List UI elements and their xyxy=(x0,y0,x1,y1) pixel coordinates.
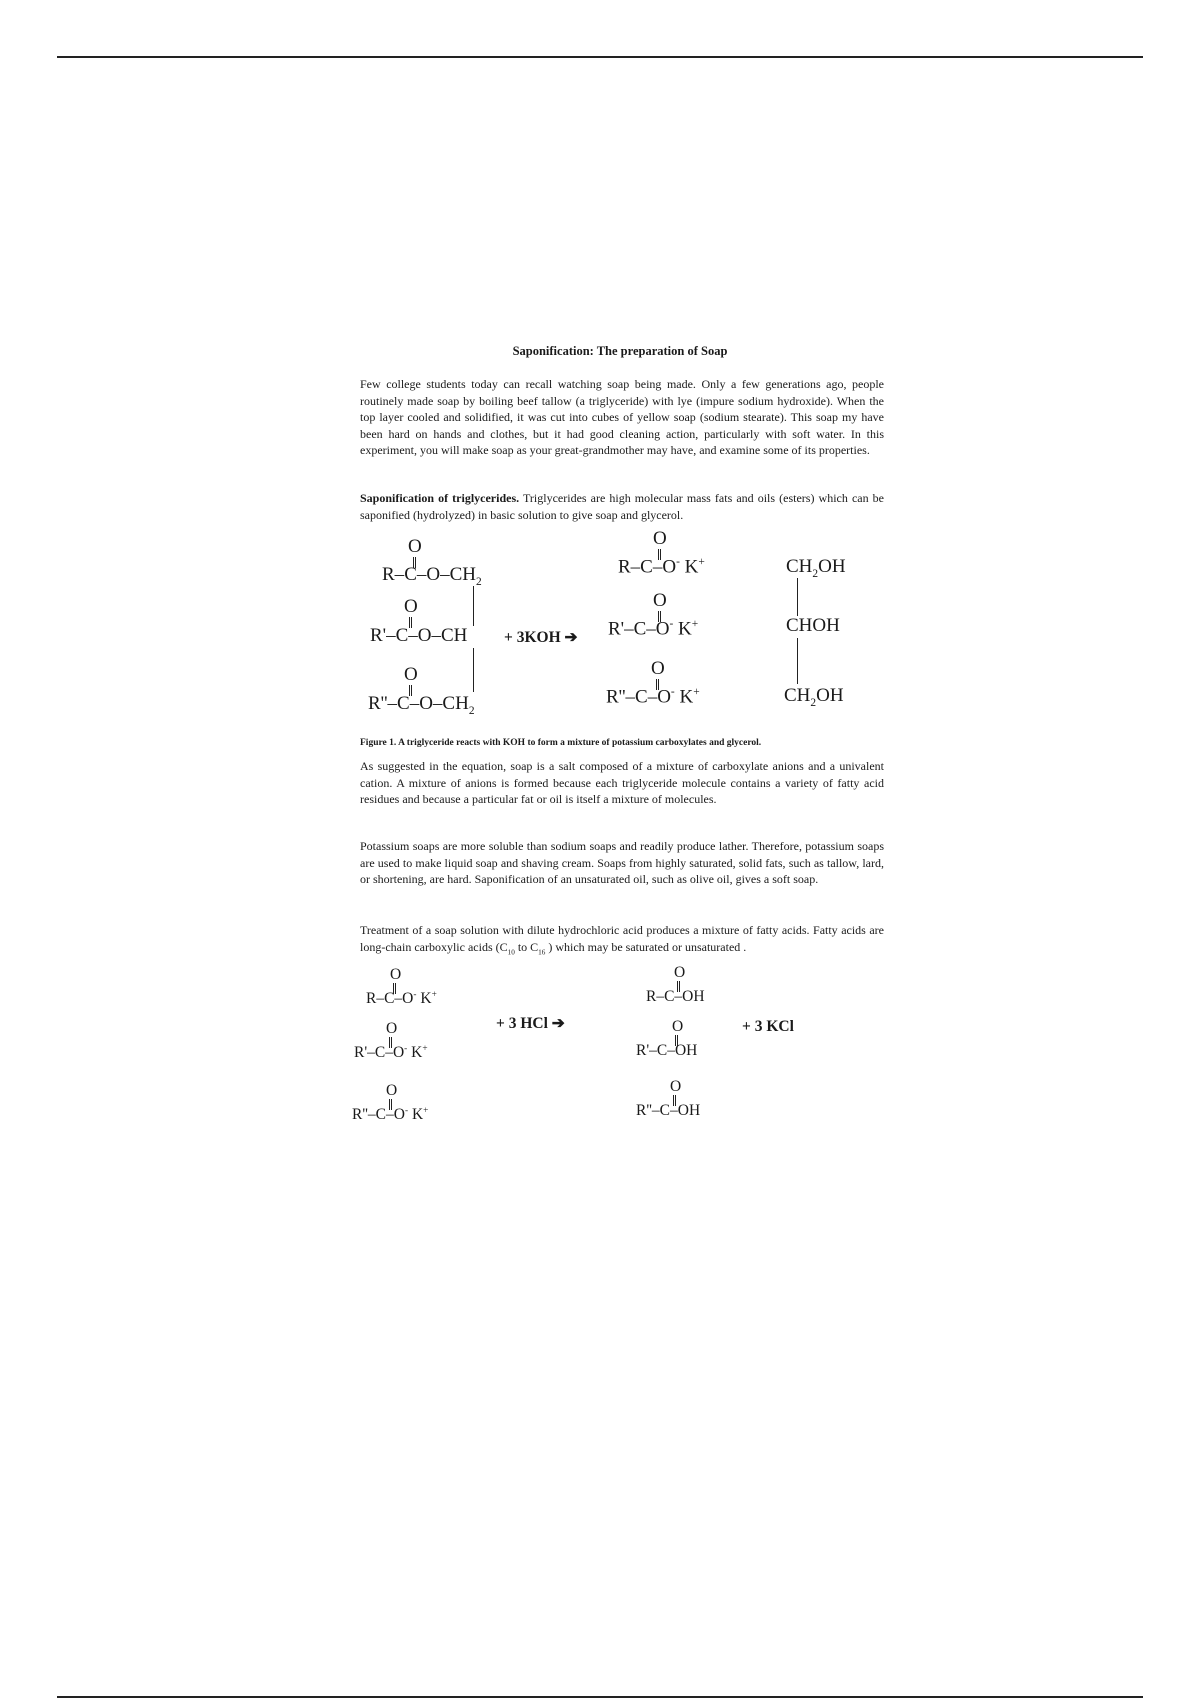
section-text: Triglycerides are high molecular mass fats and oils (esters) which can be saponified (hydrolyzed) in basic solution to give soap and glycerol. xyxy=(360,491,884,522)
saponification-paragraph xyxy=(360,490,884,523)
carbonyl-o: O xyxy=(404,596,418,617)
carboxylate-1: R–C–O- K+ xyxy=(618,556,705,578)
paragraph-fatty-acids: Treatment of a soap solution with dilute hydrochloric acid produces a mixture of fatty acids. Fatty acids are long-chain carboxylic acids ($C_{10}$ to $C_{16}$ ) which may be saturated or unsaturated . xyxy=(360,923,884,956)
triglyceride-row-2: R'–C–O–CH xyxy=(370,625,468,646)
carbonyl-o: O xyxy=(653,528,667,549)
carbonyl-o: O xyxy=(404,664,418,685)
carbonyl-o: O xyxy=(408,536,422,557)
paragraph-soap-composition: As suggested in the equation, soap is a salt composed of a mixture of carboxylate anions and a univalent cation. A mixture of anions is formed because each triglyceride molecule contains a variety of fatty acid residues and because a particular fat or oil is itself a mixture of molecules. xyxy=(360,759,884,806)
carbonyl-o: O xyxy=(653,590,667,611)
section-heading: Saponification of triglycerides. xyxy=(360,491,520,505)
carboxylate-2: R'–C–O- K+ xyxy=(608,618,699,640)
figure-1-caption: Figure 1. A triglyceride reacts with KOH to form a mixture of potassium carboxylates and glycerol. xyxy=(360,738,762,748)
intro-paragraph: Few college students today can recall watching soap being made. Only a few generations ago, people routinely made soap by boiling beef tallow (a triglyceride) with lye (impure sodium hydroxide). When the top layer cooled and solidified, it was cut into cubes of yellow soap (sodium stearate). This soap my have been hard on hands and clothes, but it had good cleaning action, particularly with soft water. In this experiment, you will make soap as your great-grandmother may have, and examine some of its properties. xyxy=(360,377,884,457)
backbone-bond xyxy=(473,586,474,626)
salt-row-1: R–C–O- K+ xyxy=(366,990,437,1008)
glycerol-chohh: CHOH xyxy=(786,615,840,636)
reagent-koh: + 3KOH ➔ xyxy=(504,629,578,646)
byproduct-kcl: + 3 KCl xyxy=(742,1018,794,1035)
page-title: Saponification: The preparation of Soap xyxy=(512,344,728,358)
glycerol-ch2oh-top: $CH_2OH$ xyxy=(786,556,846,580)
carbonyl-o: O xyxy=(674,964,686,981)
carbonyl-o: O xyxy=(672,1018,684,1035)
carbonyl-o: O xyxy=(390,966,402,983)
header-rule xyxy=(57,56,1143,58)
acid-row-2: R'–C–OH xyxy=(636,1042,698,1059)
salt-row-2: R'–C–O- K+ xyxy=(354,1044,428,1062)
acid-row-1: R–C–OH xyxy=(646,988,705,1005)
glycerol-bond xyxy=(797,578,798,616)
carbonyl-o: O xyxy=(386,1082,398,1099)
reagent-hcl: + 3 HCl ➔ xyxy=(496,1015,565,1032)
paragraph-potassium-soaps: Potassium soaps are more soluble than sodium soaps and readily produce lather. Therefore, potassium soaps are used to make liquid soap and shaving cream. Soaps from highly saturated, solid fats, such as tallow, lard, or shortening, are hard. Saponification of an unsaturated oil, such as olive oil, gives a soft soap. xyxy=(360,839,884,886)
footer-rule xyxy=(57,1696,1143,1698)
triglyceride-row-1: $R-C-O-CH_2$ xyxy=(382,564,482,588)
glycerol-ch2oh-bottom: $CH_2OH$ xyxy=(784,685,844,709)
carbonyl-o: O xyxy=(651,658,665,679)
carbonyl-o: O xyxy=(386,1020,398,1037)
document-page xyxy=(256,258,976,1200)
triglyceride-row-3: $R''-C-O-CH_2$ xyxy=(368,693,475,717)
backbone-bond xyxy=(473,648,474,692)
salt-row-3: R''–C–O- K+ xyxy=(352,1106,429,1124)
carbonyl-o: O xyxy=(670,1078,682,1095)
acid-row-3: R''–C–OH xyxy=(636,1102,701,1119)
carboxylate-3: R''–C–O- K+ xyxy=(606,686,700,708)
glycerol-bond xyxy=(797,638,798,684)
